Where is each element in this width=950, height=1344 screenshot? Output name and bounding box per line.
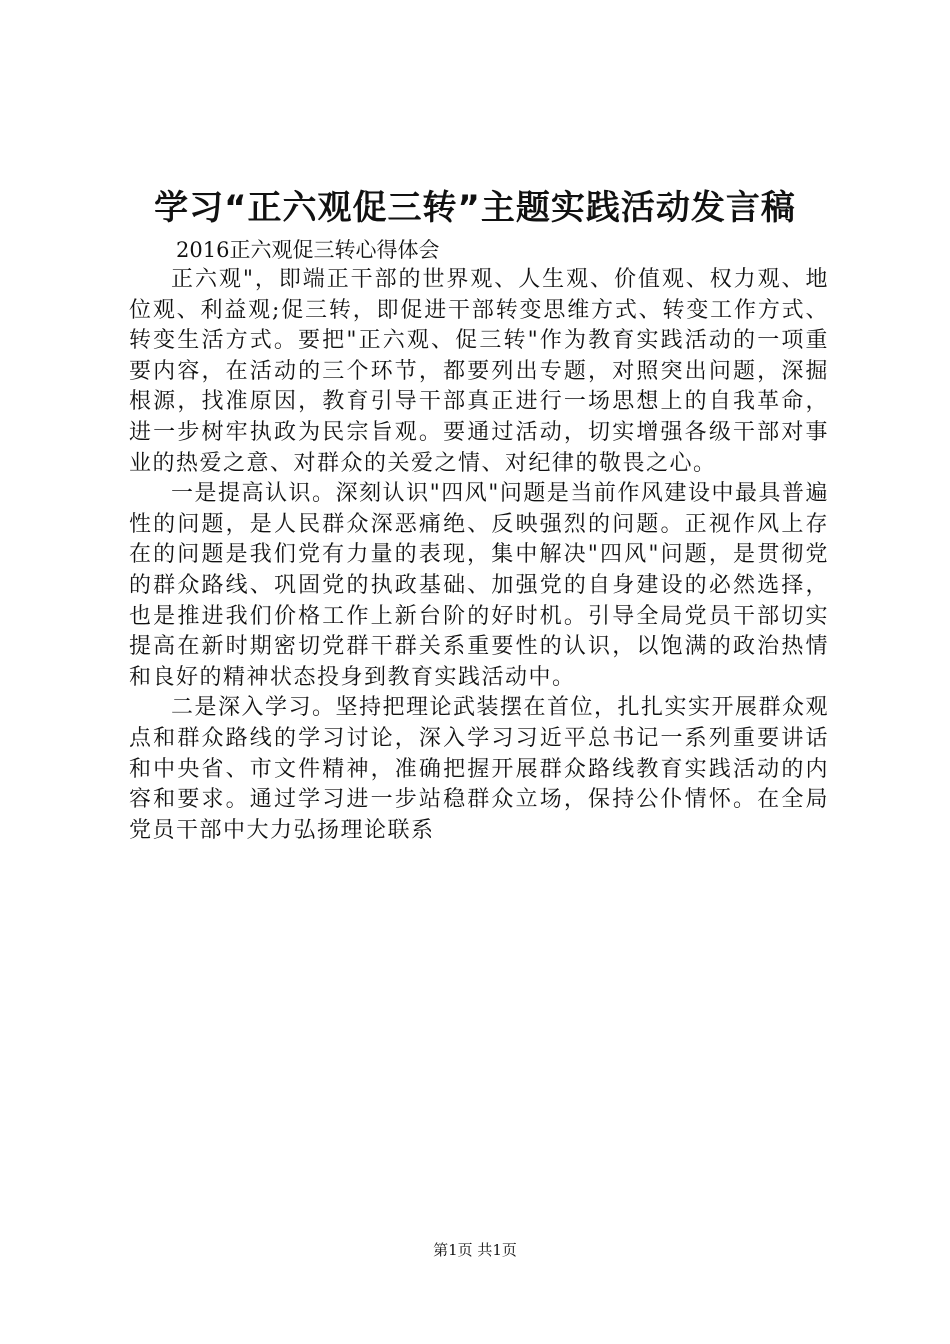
body-paragraph: 二是深入学习。坚持把理论武装摆在首位，扎扎实实开展群众观点和群众路线的学习讨论，深入学习习近平总书记一系列重要讲话和中央省、市文件精神，准确把握开展群众路线教育实践活动的内容和要求。通过学习进一步站稳群众立场，保持公仆情怀。在全局党员干部中大力弘扬理论联系 xyxy=(129,695,830,843)
body-paragraph: 正六观"，即端正干部的世界观、人生观、价值观、权力观、地位观、利益观;促三转，即促进干部转变思维方式、转变工作方式、转变生活方式。要把"正六观、促三转"作为教育实践活动的一项重要内容，在活动的三个环节，都要列出专题，对照突出问题，深掘根源，找准原因，教育引导干部真正进行一场思想上的自我革命，进一步树牢执政为民宗旨观。要通过活动，切实增强各级干部对事业的热爱之意、对群众的关爱之情、对纪律的敬畏之心。 xyxy=(129,267,829,476)
document-subtitle: 2016正六观促三转心得体会 xyxy=(176,238,440,262)
document-title: 学习“正六观促三转”主题实践活动发言稿 xyxy=(154,188,796,228)
body-paragraph: 一是提高认识。深刻认识"四风"问题是当前作风建设中最具普遍性的问题，是人民群众深恶痛绝、反映强烈的问题。正视作风上存在的问题是我们党有力量的表现，集中解决"四风"问题，是贯彻党的群众路线、巩固党的执政基础、加强党的自身建设的必然选择，也是推进我们价格工作上新台阶的好时机。引导全局党员干部切实提高在新时期密切党群干群关系重要性的认识，以饱满的政治热情和良好的精神状态投身到教育实践活动中。 xyxy=(129,481,829,690)
document-body xyxy=(129,265,829,846)
page-footer: 第1页 共1页 xyxy=(433,1241,517,1259)
